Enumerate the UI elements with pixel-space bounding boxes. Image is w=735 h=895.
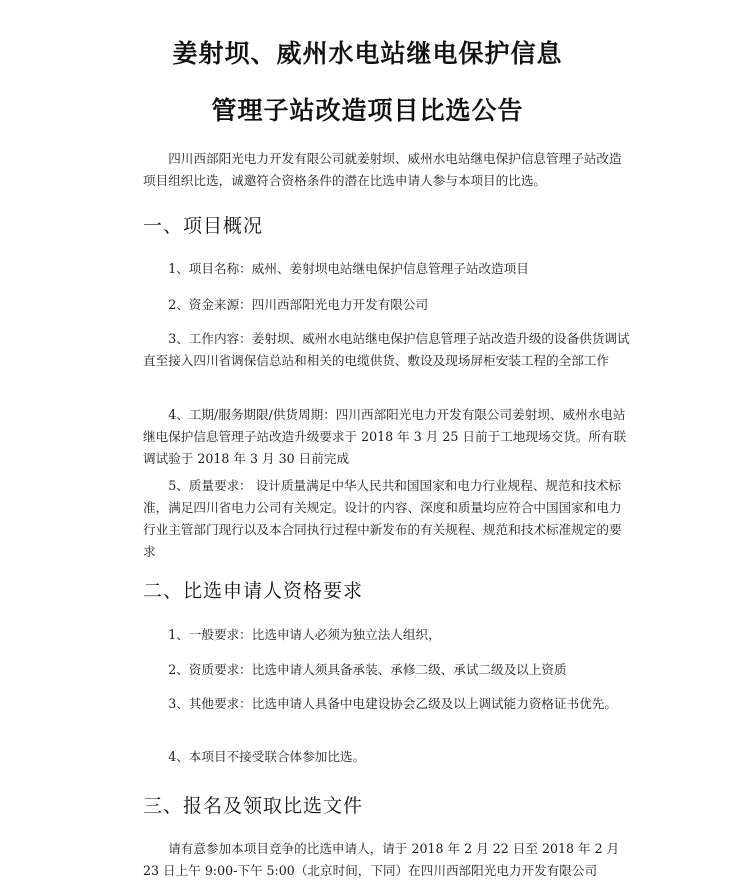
section1-item-1: 1、项目名称：威州、姜射坝电站继电保护信息管理子站改造项目 xyxy=(168,261,529,276)
section1-item-5: 5、质量要求： 设计质量满足中华人民共和国国家和电力行业规程、规范和技术标准，满足四川省电力公司有关规定。设计的内容、深度和质量均应符合中国国家和电力行业主管部门现行以及本合同执行过程中新发布的有关规程、规范和技术标准规定的要求 xyxy=(143,478,622,559)
section1-item-4: 4、工期/服务期限/供货周期：四川西部阳光电力开发有限公司姜射坝、威州水电站继电保护信息管理子站改造升级要求于 2018 年 3 月 25 日前于工地现场交货。所有联调试验于 2018 年 3 月 30 日前完成 xyxy=(143,407,627,466)
section1-heading: 一、项目概况 xyxy=(143,215,264,237)
document-title-line1: 姜射坝、威州水电站继电保护信息 xyxy=(172,39,563,68)
document-title-line2: 管理子站改造项目比选公告 xyxy=(211,96,524,125)
section2-item-1: 1、一般要求：比选申请人必须为独立法人组织， xyxy=(168,627,441,642)
section2-item-2: 2、资质要求：比选申请人须具备承装、承修二级、承试二级及以上资质 xyxy=(168,662,567,677)
section3-paragraph: 请有意参加本项目竞争的比选申请人，请于 2018 年 2 月 22 日至 2018 年 2 月 23 日上午 9:00-下午 5:00（北京时间，下同）在四川西部阳光电力开发有限公司 xyxy=(143,841,620,878)
section1-item-2: 2、资金来源：四川西部阳光电力开发有限公司 xyxy=(168,297,429,312)
section2-heading: 二、比选申请人资格要求 xyxy=(143,580,364,602)
section2-item-4: 4、本项目不接受联合体参加比选。 xyxy=(168,749,366,764)
section2-item-3: 3、其他要求：比选申请人具备中电建设协会乙级及以上调试能力资格证书优先。 xyxy=(168,696,617,711)
section3-heading: 三、报名及领取比选文件 xyxy=(143,795,364,817)
intro-paragraph: 四川西部阳光电力开发有限公司就姜射坝、威州水电站继电保护信息管理子站改造项目组织比选，诚邀符合资格条件的潜在比选申请人参与本项目的比选。 xyxy=(143,151,622,188)
section1-item-3: 3、工作内容：姜射坝、威州水电站继电保护信息管理子站改造升级的设备供货调试直至接入四川省调保信总站和相关的电缆供货、敷设及现场屏柜安装工程的全部工作 xyxy=(143,331,630,368)
